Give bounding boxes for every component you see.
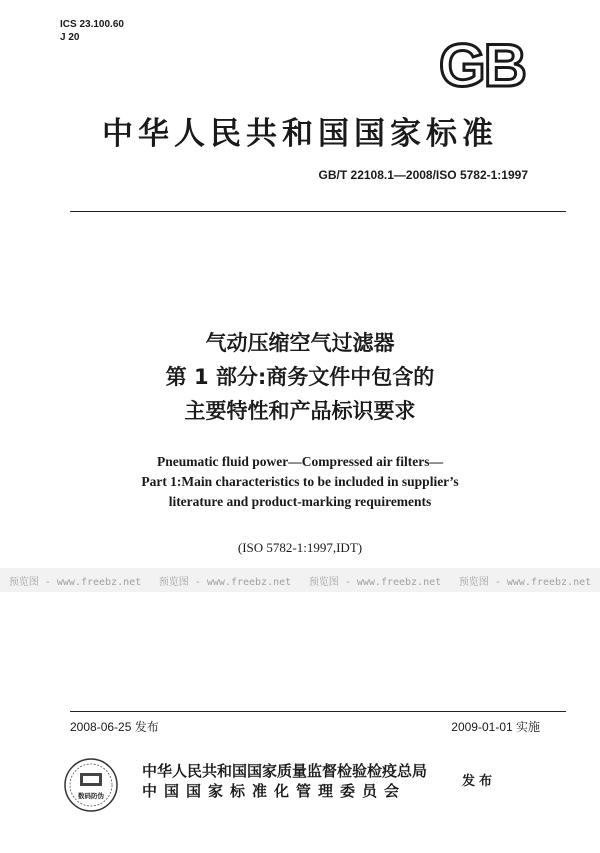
watermark-text: 预览图 - www.freebz.net (8, 576, 142, 588)
publisher-line-2: 中国国家标准化管理委员会 (142, 782, 407, 800)
gb-logo-text: GB (439, 36, 525, 92)
bottom-divider (70, 711, 566, 712)
watermark-text: 预览图 - www.freebz.net (458, 576, 592, 588)
gb-logo-icon (412, 36, 552, 92)
ccs-code: J 20 (60, 32, 80, 43)
english-title (0, 452, 600, 512)
chinese-title (0, 326, 600, 428)
watermark-text: 预览图 - www.freebz.net (158, 576, 292, 588)
issue-date: 2008-06-25 发布 (70, 720, 159, 734)
watermark-text: 预览图 - www.freebz.net (308, 576, 442, 588)
standard-number: GB/T 22108.1—2008/ISO 5782-1:1997 (318, 168, 528, 182)
ics-code: ICS 23.100.60 (60, 19, 124, 30)
english-title-line-3: literature and product-marking requirements (168, 494, 432, 509)
seal-label: 数码防伪 (78, 792, 104, 800)
chinese-title-line-3: 主要特性和产品标识要求 (184, 399, 416, 423)
watermark-strip (0, 568, 600, 592)
classification-codes (60, 18, 124, 44)
standard-title: 中华人民共和国国家标准 (102, 116, 498, 152)
chinese-title-line-1: 气动压缩空气过滤器 (205, 331, 395, 355)
iso-equivalence: (ISO 5782-1:1997,IDT) (237, 540, 363, 555)
chinese-title-line-2: 第 1 部分:商务文件中包含的 (165, 365, 435, 389)
english-title-line-2: Part 1:Main characteristics to be included in supplier’s (141, 474, 459, 489)
effective-date: 2009-01-01 实施 (451, 720, 540, 734)
english-title-line-1: Pneumatic fluid power—Compressed air filters— (157, 454, 443, 469)
publish-label: 发布 (462, 774, 497, 789)
seal-icon (63, 757, 119, 813)
top-divider (70, 211, 566, 212)
publisher-line-1: 中华人民共和国国家质量监督检验检疫总局 (142, 762, 428, 780)
